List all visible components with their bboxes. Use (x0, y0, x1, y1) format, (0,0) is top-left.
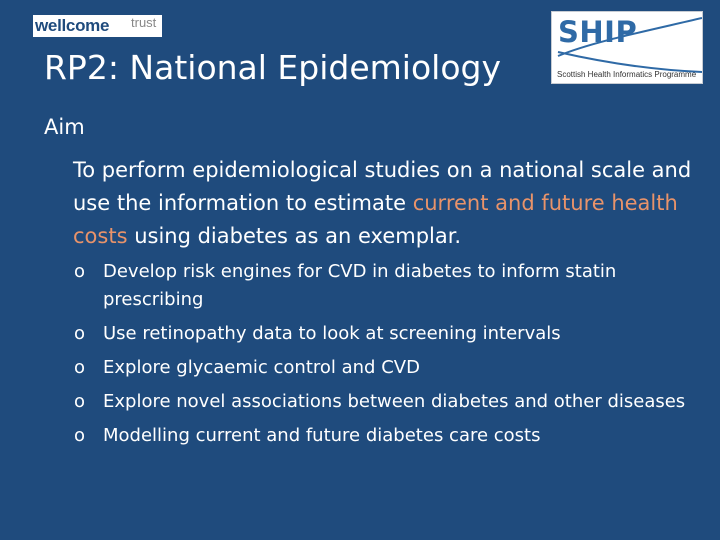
ship-logo (551, 11, 703, 84)
list-item-text: Explore glycaemic control and CVD (103, 357, 420, 378)
aim-heading: Aim (44, 115, 85, 139)
objective-list (73, 258, 693, 456)
ship-logo-name: SHIP (558, 15, 638, 49)
list-item-text: Explore novel associations between diabetes and other diseases (103, 391, 686, 412)
bullet-marker: o (74, 323, 86, 344)
wellcome-logo-sub: trust (131, 15, 157, 30)
ship-logo-subtitle: Scottish Health Informatics Programme (557, 70, 697, 79)
slide-title: RP2: National Epidemiology (44, 48, 501, 87)
bullet-marker: o (74, 357, 86, 378)
aim-text-after: using diabetes as an exemplar. (127, 224, 462, 248)
list-item (73, 422, 693, 450)
list-item-text: Develop risk engines for CVD in diabetes to inform statin prescribing (103, 261, 617, 310)
bullet-marker: o (74, 425, 86, 446)
aim-text-highlight: current and future health costs (73, 191, 678, 248)
wellcome-trust-logo (33, 15, 162, 37)
list-item-text: Modelling current and future diabetes care costs (103, 425, 541, 446)
aim-paragraph (73, 154, 713, 253)
bullet-marker: o (74, 391, 86, 412)
bullet-marker: o (74, 261, 86, 282)
list-item (73, 320, 693, 348)
list-item (73, 354, 693, 382)
wellcome-logo-main: wellcome (35, 16, 110, 35)
list-item (73, 388, 693, 416)
list-item (73, 258, 693, 314)
aim-text-before: To perform epidemiological studies on a national scale and use the information to estimate (73, 158, 692, 215)
list-item-text: Use retinopathy data to look at screening intervals (103, 323, 561, 344)
